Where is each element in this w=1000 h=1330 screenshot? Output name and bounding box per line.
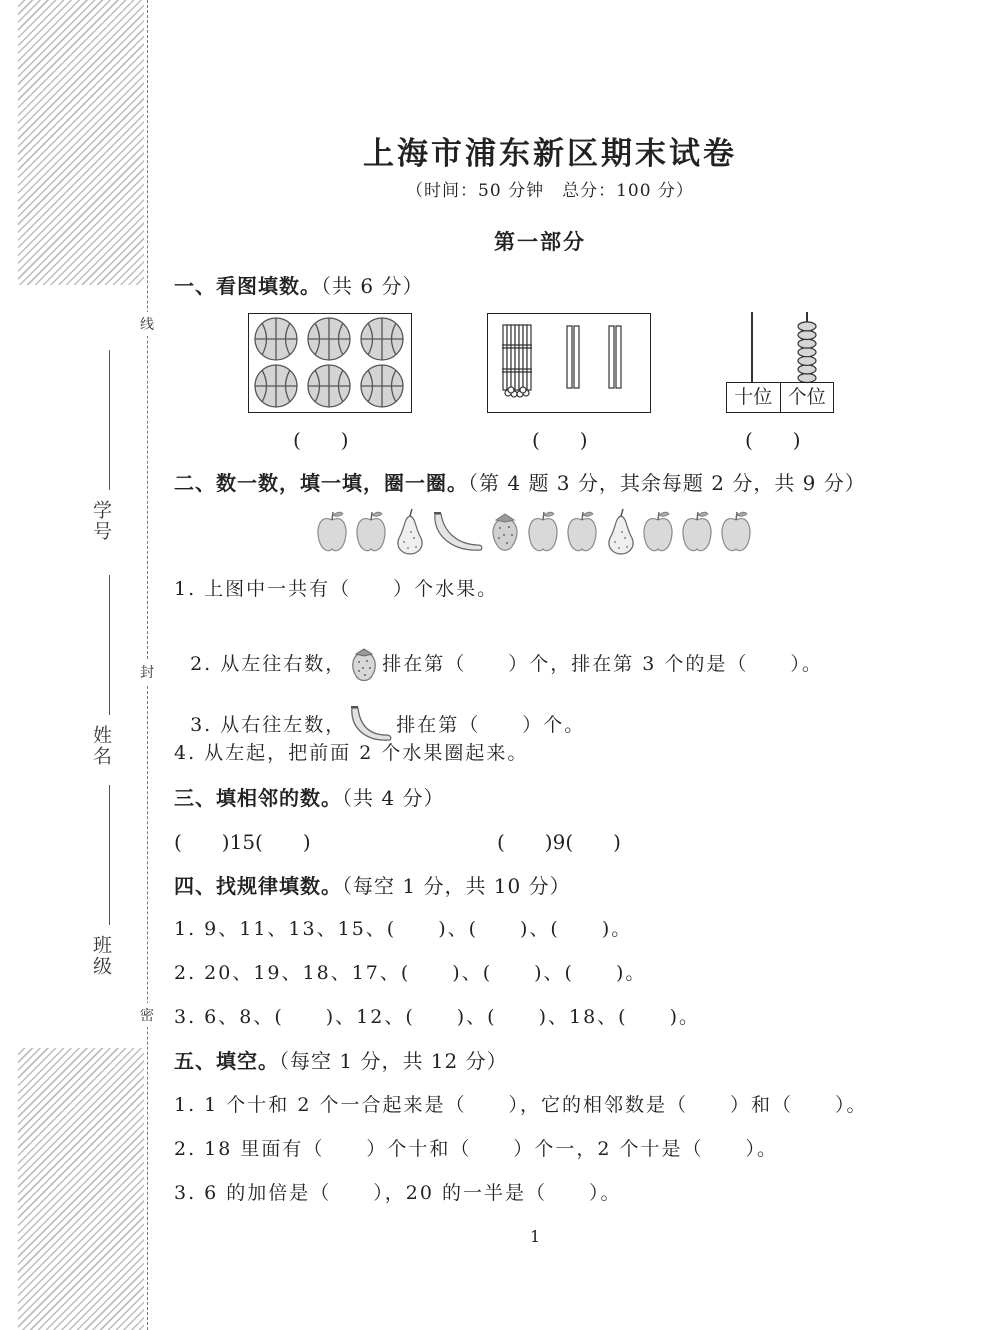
fruit-row <box>316 508 766 556</box>
student-no-label: 学号 <box>90 500 112 542</box>
apple-icon <box>318 512 346 551</box>
basketball-icon <box>308 365 350 407</box>
section5-note: （每空 1 分，共 12 分） <box>279 1049 508 1073</box>
pear-icon <box>609 509 633 554</box>
pear-icon <box>398 509 422 554</box>
fruit-row-svg <box>316 508 766 556</box>
apple-icon <box>683 512 711 551</box>
s3-item-2[interactable]: ( )9( ) <box>497 830 621 854</box>
name-label: 姓名 <box>90 725 112 767</box>
abacus-bead <box>798 322 816 331</box>
student-no-underline[interactable] <box>109 350 110 490</box>
section4-title: 四、找规律填数。 <box>174 874 342 898</box>
section1-title: 一、看图填数。 <box>174 274 321 298</box>
basketball-icon <box>255 365 297 407</box>
basketball-icon <box>361 365 403 407</box>
strawberry-icon <box>346 646 382 684</box>
apple-icon <box>357 512 385 551</box>
answer-blank-abacus[interactable]: ( ) <box>745 428 801 452</box>
s2-q3-prefix: 3. 从右往左数， <box>190 714 347 736</box>
abacus-bead <box>798 356 816 365</box>
section5-title: 五、填空。 <box>174 1049 279 1073</box>
sticks-figure <box>487 313 651 413</box>
part-heading: 第一部分 <box>494 229 586 254</box>
basketball-icon <box>255 318 297 360</box>
s5-question-3: 3. 6 的加倍是（ ），20 的一半是（ ）。 <box>174 1182 622 1204</box>
abacus-label-row <box>726 382 834 413</box>
class-label: 班级 <box>90 935 112 977</box>
s2-question-2 <box>174 624 823 684</box>
section1-note: （共 6 分） <box>321 274 424 298</box>
balls-svg <box>249 314 410 411</box>
s2-question-4: 4. 从左起，把前面 2 个水果圈起来。 <box>174 742 529 764</box>
single-sticks <box>567 326 621 388</box>
basketball-icon <box>361 318 403 360</box>
basketball-icon <box>308 318 350 360</box>
abacus-bead <box>798 331 816 340</box>
abacus-bead <box>798 339 816 348</box>
banana-icon <box>434 513 482 550</box>
s3-item-1[interactable]: ( )15( ) <box>174 830 311 854</box>
page-number: 1 <box>530 1227 541 1246</box>
s4-question-1: 1. 9、11、13、15、( )、( )、( )。 <box>174 918 633 940</box>
section1-heading <box>174 270 423 299</box>
margin-hatch-bottom <box>18 1048 144 1330</box>
name-underline[interactable] <box>109 575 110 715</box>
balls-figure <box>248 313 412 413</box>
s5-question-1: 1. 1 个十和 2 个一合起来是（ ），它的相邻数是（ ）和（ ）。 <box>174 1094 868 1116</box>
seam-mark-line: 线 <box>140 312 154 336</box>
s5-question-2: 2. 18 里面有（ ）个十和（ ）个一，2 个十是（ ）。 <box>174 1138 779 1160</box>
abacus-ones-label: 个位 <box>787 386 826 408</box>
exam-title: 上海市浦东新区期末试卷 <box>363 136 737 172</box>
stick-bundle <box>502 325 532 397</box>
section2-note: （第 4 题 3 分，其余每题 2 分，共 9 分） <box>468 471 866 495</box>
strawberry-icon <box>493 514 517 550</box>
section3-heading <box>174 782 444 811</box>
seam-mark-seal: 封 <box>140 660 154 684</box>
apple-icon <box>529 512 557 551</box>
class-underline[interactable] <box>109 785 110 925</box>
abacus-bead <box>798 365 816 374</box>
apple-icon <box>644 512 672 551</box>
section3-note: （共 4 分） <box>342 786 445 810</box>
abacus-tens-label: 十位 <box>727 383 781 412</box>
seam-mark-dense: 密 <box>140 1003 154 1027</box>
s2-q2-suffix: 排在第（ ）个，排在第 3 个的是（ ）。 <box>382 653 823 675</box>
apple-icon <box>568 512 596 551</box>
answer-blank-sticks[interactable]: ( ) <box>532 428 588 452</box>
s2-q3-suffix: 排在第（ ）个。 <box>396 714 586 736</box>
answer-blank-balls[interactable]: ( ) <box>293 428 349 452</box>
section4-note: （每空 1 分，共 10 分） <box>342 874 571 898</box>
s2-question-1: 1. 上图中一共有（ ）个水果。 <box>174 578 499 600</box>
sticks-svg <box>488 314 649 411</box>
section2-title: 二、数一数，填一填，圈一圈。 <box>174 471 468 495</box>
exam-subtitle: （时间：50 分钟 总分：100 分） <box>406 181 694 201</box>
abacus-figure <box>726 312 836 416</box>
s2-q2-prefix: 2. 从左往右数， <box>190 653 347 675</box>
section5-heading <box>174 1045 508 1074</box>
s4-question-3: 3. 6、8、( )、12、( )、( )、18、( )。 <box>174 1006 700 1028</box>
abacus-bead <box>798 348 816 357</box>
section2-heading <box>174 467 866 496</box>
section3-title: 三、填相邻的数。 <box>174 786 342 810</box>
apple-icon <box>722 512 750 551</box>
s4-question-2: 2. 20、19、18、17、( )、( )、( )。 <box>174 962 647 984</box>
section4-heading <box>174 870 571 899</box>
